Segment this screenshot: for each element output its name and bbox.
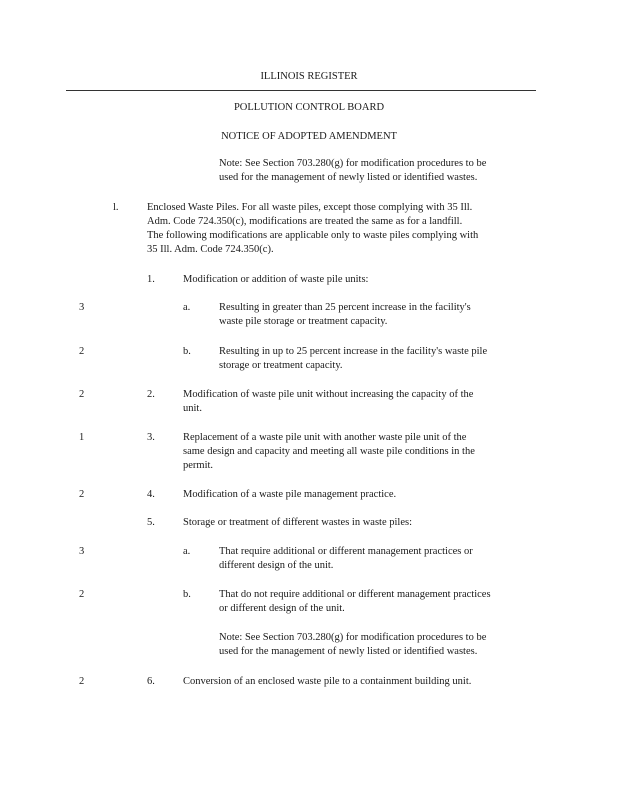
section-line: Enclosed Waste Piles. For all waste piles, except those complying with 35 Ill.	[147, 202, 473, 213]
item-line: different design of the unit.	[219, 560, 334, 571]
item-line: Storage or treatment of different wastes in waste piles:	[183, 517, 412, 528]
item-text	[219, 545, 473, 573]
item-text	[183, 431, 475, 473]
header-rule	[66, 90, 536, 91]
top-note-line: used for the management of newly listed or identified wastes.	[219, 172, 478, 183]
item-text	[183, 273, 368, 287]
item-line: Replacement of a waste pile unit with another waste pile unit of the	[183, 432, 467, 443]
item-number: 3.	[147, 432, 155, 443]
board-title: POLLUTION CONTROL BOARD	[233, 102, 385, 113]
item-text	[219, 301, 471, 329]
item-line: permit.	[183, 460, 214, 471]
class-number: 2	[79, 676, 85, 687]
item-number: 1.	[147, 274, 155, 285]
item-text	[183, 388, 473, 416]
note-text	[219, 631, 486, 659]
section-label: l.	[113, 202, 119, 213]
item-line: Modification of waste pile unit without increasing the capacity of the	[183, 389, 474, 400]
register-title: ILLINOIS REGISTER	[260, 71, 358, 82]
class-number: 3	[79, 302, 85, 313]
item-number: 4.	[147, 489, 155, 500]
item-text	[219, 588, 491, 616]
item-number: 2.	[147, 389, 155, 400]
item-line: That require additional or different management practices or	[219, 546, 473, 557]
section-line: 35 Ill. Adm. Code 724.350(c).	[147, 244, 274, 255]
item-number: b.	[183, 346, 191, 357]
item-text	[183, 675, 471, 689]
class-number: 2	[79, 389, 85, 400]
top-note-line: Note: See Section 703.280(g) for modification procedures to be	[219, 158, 487, 169]
item-number: b.	[183, 589, 191, 600]
item-number: a.	[183, 546, 191, 557]
item-line: unit.	[183, 403, 202, 414]
item-text	[183, 516, 412, 530]
class-number: 2	[79, 589, 85, 600]
note-line: used for the management of newly listed or identified wastes.	[219, 646, 478, 657]
item-line: same design and capacity and meeting all waste pile conditions in the	[183, 446, 475, 457]
section-line: Adm. Code 724.350(c), modifications are treated the same as for a landfill.	[147, 216, 463, 227]
item-line: storage or treatment capacity.	[219, 360, 343, 371]
class-number: 3	[79, 546, 85, 557]
section-text	[147, 201, 478, 257]
item-number: 5.	[147, 517, 155, 528]
item-line: Resulting in greater than 25 percent increase in the facility's	[219, 302, 471, 313]
item-text	[183, 488, 396, 502]
item-number: a.	[183, 302, 191, 313]
note-line: Note: See Section 703.280(g) for modification procedures to be	[219, 632, 487, 643]
item-line: Modification of a waste pile management practice.	[183, 489, 397, 500]
notice-title: NOTICE OF ADOPTED AMENDMENT	[221, 131, 397, 142]
item-line: Resulting in up to 25 percent increase in the facility's waste pile	[219, 346, 488, 357]
item-line: or different design of the unit.	[219, 603, 345, 614]
item-number: 6.	[147, 676, 155, 687]
section-line: The following modifications are applicable only to waste piles complying with	[147, 230, 479, 241]
top-note	[219, 157, 486, 185]
class-number: 2	[79, 346, 85, 357]
item-text	[219, 345, 487, 373]
item-line: Modification or addition of waste pile units:	[183, 274, 369, 285]
item-line: waste pile storage or treatment capacity.	[219, 316, 388, 327]
item-line: Conversion of an enclosed waste pile to a containment building unit.	[183, 676, 472, 687]
class-number: 1	[79, 432, 85, 443]
item-line: That do not require additional or different management practices	[219, 589, 491, 600]
class-number: 2	[79, 489, 85, 500]
